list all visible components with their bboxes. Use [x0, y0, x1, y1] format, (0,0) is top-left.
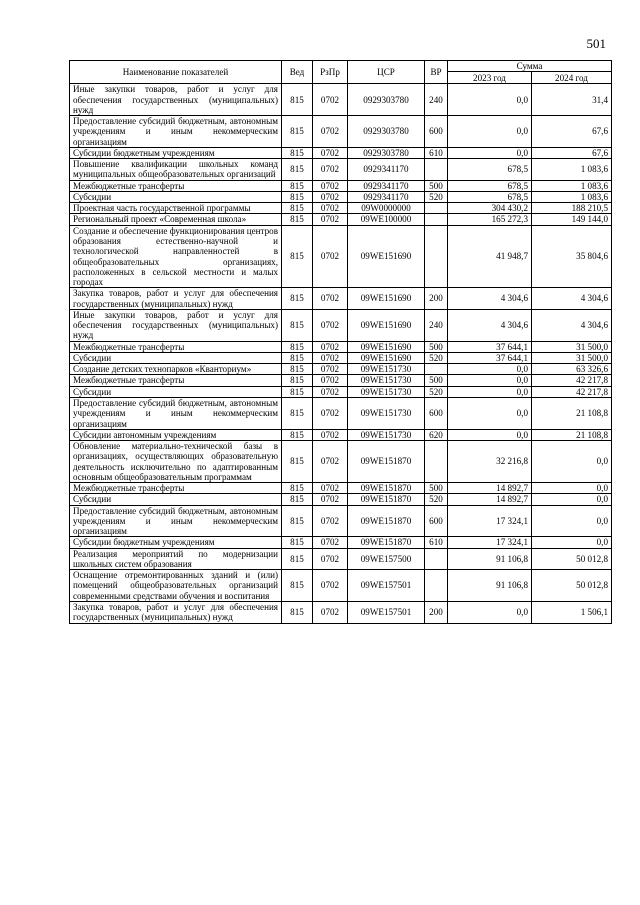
cell-rzpr: 0702	[313, 309, 348, 341]
cell-vr: 610	[425, 537, 448, 548]
cell-name: Субсидии	[70, 386, 282, 397]
cell-name: Обновление материально-технической базы в организациях, осуществляющих образовательную деятельность исключительно по адаптированным основным общеобразовательным программам	[70, 441, 282, 483]
cell-amount-2023: 32 216,8	[448, 441, 532, 483]
table-row	[70, 375, 612, 386]
cell-vr: 600	[425, 505, 448, 537]
cell-ved: 815	[282, 180, 313, 191]
cell-vr: 600	[425, 397, 448, 429]
cell-csr: 09WE151690	[348, 341, 425, 352]
table-row	[70, 537, 612, 548]
cell-vr: 610	[425, 147, 448, 158]
cell-name: Предоставление субсидий бюджетным, автономным учреждениям и иным некоммерческим организациям	[70, 116, 282, 148]
cell-amount-2023: 0,0	[448, 375, 532, 386]
cell-vr	[425, 364, 448, 375]
cell-ved: 815	[282, 602, 313, 624]
header-ved: Вед	[282, 61, 313, 84]
cell-vr	[425, 570, 448, 602]
table-row	[70, 203, 612, 214]
cell-csr: 09WE151690	[348, 309, 425, 341]
cell-ved: 815	[282, 225, 313, 288]
cell-vr: 600	[425, 116, 448, 148]
cell-rzpr: 0702	[313, 352, 348, 363]
cell-name: Субсидии	[70, 191, 282, 202]
table-row	[70, 191, 612, 202]
cell-name: Закупка товаров, работ и услуг для обеспечения государственных (муниципальных) нужд	[70, 602, 282, 624]
cell-vr: 620	[425, 429, 448, 440]
cell-amount-2023: 91 106,8	[448, 570, 532, 602]
cell-csr: 09W0000000	[348, 203, 425, 214]
cell-ved: 815	[282, 483, 313, 494]
cell-rzpr: 0702	[313, 225, 348, 288]
cell-amount-2024: 42 217,8	[532, 375, 612, 386]
table-row	[70, 309, 612, 341]
cell-csr: 09WE100000	[348, 214, 425, 225]
cell-name: Субсидии	[70, 494, 282, 505]
cell-csr: 09WE151690	[348, 288, 425, 310]
cell-rzpr: 0702	[313, 505, 348, 537]
cell-amount-2024: 1 083,6	[532, 180, 612, 191]
budget-table	[69, 60, 612, 624]
cell-name: Субсидии бюджетным учреждениям	[70, 537, 282, 548]
cell-name: Межбюджетные трансферты	[70, 180, 282, 191]
cell-ved: 815	[282, 386, 313, 397]
cell-rzpr: 0702	[313, 288, 348, 310]
cell-amount-2024: 188 210,5	[532, 203, 612, 214]
cell-csr: 09WE151870	[348, 537, 425, 548]
table-row	[70, 180, 612, 191]
cell-amount-2024: 63 326,6	[532, 364, 612, 375]
cell-amount-2023: 17 324,1	[448, 537, 532, 548]
cell-csr: 0929341170	[348, 191, 425, 202]
table-row	[70, 548, 612, 570]
cell-ved: 815	[282, 375, 313, 386]
cell-amount-2023: 0,0	[448, 84, 532, 116]
table-row	[70, 352, 612, 363]
cell-amount-2024: 0,0	[532, 494, 612, 505]
cell-amount-2024: 67,6	[532, 147, 612, 158]
cell-ved: 815	[282, 397, 313, 429]
cell-name: Межбюджетные трансферты	[70, 341, 282, 352]
cell-ved: 815	[282, 341, 313, 352]
cell-csr: 09WE157501	[348, 570, 425, 602]
cell-rzpr: 0702	[313, 159, 348, 181]
page-number: 501	[586, 36, 606, 51]
cell-amount-2024: 50 012,8	[532, 548, 612, 570]
cell-ved: 815	[282, 203, 313, 214]
header-rzpr: РзПр	[313, 61, 348, 84]
cell-rzpr: 0702	[313, 429, 348, 440]
cell-ved: 815	[282, 548, 313, 570]
cell-csr: 09WE151870	[348, 505, 425, 537]
cell-ved: 815	[282, 288, 313, 310]
table-row	[70, 429, 612, 440]
cell-vr	[425, 203, 448, 214]
cell-amount-2024: 0,0	[532, 537, 612, 548]
cell-rzpr: 0702	[313, 147, 348, 158]
cell-csr: 09WE157501	[348, 602, 425, 624]
cell-amount-2024: 1 083,6	[532, 191, 612, 202]
cell-amount-2024: 4 304,6	[532, 309, 612, 341]
cell-rzpr: 0702	[313, 364, 348, 375]
table-row	[70, 602, 612, 624]
cell-amount-2024: 1 506,1	[532, 602, 612, 624]
cell-name: Межбюджетные трансферты	[70, 375, 282, 386]
cell-csr: 09WE151730	[348, 429, 425, 440]
cell-vr: 200	[425, 288, 448, 310]
cell-amount-2023: 0,0	[448, 364, 532, 375]
cell-amount-2023: 4 304,6	[448, 288, 532, 310]
cell-vr: 500	[425, 483, 448, 494]
table-row	[70, 505, 612, 537]
cell-amount-2023: 0,0	[448, 386, 532, 397]
cell-name: Реализация мероприятий по модернизации школьных систем образования	[70, 548, 282, 570]
cell-csr: 09WE151730	[348, 375, 425, 386]
cell-amount-2024: 1 083,6	[532, 159, 612, 181]
cell-vr	[425, 225, 448, 288]
cell-amount-2024: 31 500,0	[532, 352, 612, 363]
cell-amount-2024: 0,0	[532, 505, 612, 537]
cell-csr: 09WE151870	[348, 441, 425, 483]
header-vr: ВР	[425, 61, 448, 84]
table-row	[70, 225, 612, 288]
header-year-2024: 2024 год	[532, 72, 612, 84]
cell-ved: 815	[282, 441, 313, 483]
cell-amount-2023: 165 272,3	[448, 214, 532, 225]
cell-amount-2023: 14 892,7	[448, 483, 532, 494]
cell-amount-2023: 678,5	[448, 159, 532, 181]
cell-amount-2024: 0,0	[532, 441, 612, 483]
cell-csr: 0929303780	[348, 147, 425, 158]
cell-name: Закупка товаров, работ и услуг для обеспечения государственных (муниципальных) нужд	[70, 288, 282, 310]
cell-rzpr: 0702	[313, 494, 348, 505]
cell-amount-2023: 0,0	[448, 147, 532, 158]
cell-amount-2024: 42 217,8	[532, 386, 612, 397]
cell-rzpr: 0702	[313, 116, 348, 148]
cell-rzpr: 0702	[313, 548, 348, 570]
cell-rzpr: 0702	[313, 180, 348, 191]
cell-ved: 815	[282, 191, 313, 202]
cell-csr: 09WE151730	[348, 397, 425, 429]
cell-csr: 0929303780	[348, 116, 425, 148]
cell-vr: 240	[425, 84, 448, 116]
cell-csr: 09WE151870	[348, 494, 425, 505]
cell-name: Иные закупки товаров, работ и услуг для обеспечения государственных (муниципальных) нужд	[70, 309, 282, 341]
table-row	[70, 441, 612, 483]
cell-rzpr: 0702	[313, 537, 348, 548]
cell-amount-2023: 4 304,6	[448, 309, 532, 341]
table-row	[70, 341, 612, 352]
cell-name: Повышение квалификации школьных команд муниципальных общеобразовательных организаций	[70, 159, 282, 181]
cell-vr	[425, 159, 448, 181]
table-row	[70, 159, 612, 181]
cell-rzpr: 0702	[313, 570, 348, 602]
cell-csr: 0929341170	[348, 180, 425, 191]
header-csr: ЦСР	[348, 61, 425, 84]
cell-amount-2023: 304 430,2	[448, 203, 532, 214]
cell-amount-2023: 14 892,7	[448, 494, 532, 505]
cell-rzpr: 0702	[313, 191, 348, 202]
cell-vr: 520	[425, 352, 448, 363]
cell-csr: 0929341170	[348, 159, 425, 181]
table-row	[70, 364, 612, 375]
cell-csr: 0929303780	[348, 84, 425, 116]
header-sum: Сумма	[448, 61, 612, 72]
cell-ved: 815	[282, 429, 313, 440]
cell-amount-2024: 50 012,8	[532, 570, 612, 602]
cell-rzpr: 0702	[313, 397, 348, 429]
cell-vr: 240	[425, 309, 448, 341]
header-year-2023: 2023 год	[448, 72, 532, 84]
cell-amount-2024: 4 304,6	[532, 288, 612, 310]
table-row	[70, 214, 612, 225]
cell-name: Субсидии автономным учреждениям	[70, 429, 282, 440]
cell-amount-2023: 91 106,8	[448, 548, 532, 570]
cell-name: Межбюджетные трансферты	[70, 483, 282, 494]
cell-vr: 500	[425, 341, 448, 352]
cell-amount-2023: 37 644,1	[448, 352, 532, 363]
table-row	[70, 386, 612, 397]
cell-name: Субсидии бюджетным учреждениям	[70, 147, 282, 158]
table-row	[70, 84, 612, 116]
cell-vr	[425, 214, 448, 225]
cell-ved: 815	[282, 147, 313, 158]
cell-rzpr: 0702	[313, 341, 348, 352]
cell-name: Субсидии	[70, 352, 282, 363]
cell-vr: 520	[425, 386, 448, 397]
cell-ved: 815	[282, 159, 313, 181]
cell-ved: 815	[282, 364, 313, 375]
cell-ved: 815	[282, 494, 313, 505]
cell-rzpr: 0702	[313, 375, 348, 386]
cell-rzpr: 0702	[313, 483, 348, 494]
table-row	[70, 397, 612, 429]
cell-amount-2024: 149 144,0	[532, 214, 612, 225]
cell-rzpr: 0702	[313, 441, 348, 483]
cell-amount-2023: 678,5	[448, 191, 532, 202]
table-row	[70, 494, 612, 505]
cell-ved: 815	[282, 505, 313, 537]
cell-name: Иные закупки товаров, работ и услуг для обеспечения государственных (муниципальных) нужд	[70, 84, 282, 116]
header-name: Наименование показателей	[70, 61, 282, 84]
cell-amount-2024: 31,4	[532, 84, 612, 116]
cell-name: Создание и обеспечение функционирования центров образования естественно-научной и технологической направленностей в общеобразовательных организациях, расположенных в сельской местности и малых городах	[70, 225, 282, 288]
cell-rzpr: 0702	[313, 214, 348, 225]
cell-ved: 815	[282, 84, 313, 116]
cell-vr	[425, 548, 448, 570]
cell-csr: 09WE157500	[348, 548, 425, 570]
cell-amount-2023: 678,5	[448, 180, 532, 191]
table-row	[70, 147, 612, 158]
table-row	[70, 570, 612, 602]
cell-name: Региональный проект «Современная школа»	[70, 214, 282, 225]
cell-csr: 09WE151690	[348, 352, 425, 363]
cell-vr: 500	[425, 180, 448, 191]
cell-csr: 09WE151690	[348, 225, 425, 288]
cell-name: Предоставление субсидий бюджетным, автономным учреждениям и иным некоммерческим организациям	[70, 505, 282, 537]
cell-amount-2023: 17 324,1	[448, 505, 532, 537]
cell-amount-2023: 37 644,1	[448, 341, 532, 352]
cell-name: Создание детских технопарков «Кванториум»	[70, 364, 282, 375]
table-row	[70, 288, 612, 310]
cell-vr: 520	[425, 191, 448, 202]
table-row	[70, 116, 612, 148]
cell-name: Проектная часть государственной программы	[70, 203, 282, 214]
cell-amount-2024: 35 804,6	[532, 225, 612, 288]
cell-rzpr: 0702	[313, 203, 348, 214]
cell-name: Оснащение отремонтированных зданий и (или) помещений общеобразовательных организаций современными средствами обучения и воспитания	[70, 570, 282, 602]
cell-rzpr: 0702	[313, 386, 348, 397]
cell-amount-2023: 0,0	[448, 397, 532, 429]
cell-ved: 815	[282, 309, 313, 341]
cell-amount-2024: 0,0	[532, 483, 612, 494]
cell-ved: 815	[282, 214, 313, 225]
table-row	[70, 483, 612, 494]
cell-amount-2023: 0,0	[448, 602, 532, 624]
cell-ved: 815	[282, 537, 313, 548]
cell-amount-2023: 41 948,7	[448, 225, 532, 288]
cell-vr: 500	[425, 375, 448, 386]
cell-rzpr: 0702	[313, 602, 348, 624]
cell-rzpr: 0702	[313, 84, 348, 116]
cell-csr: 09WE151870	[348, 483, 425, 494]
cell-amount-2024: 67,6	[532, 116, 612, 148]
cell-amount-2023: 0,0	[448, 116, 532, 148]
cell-ved: 815	[282, 570, 313, 602]
cell-csr: 09WE151730	[348, 386, 425, 397]
cell-vr: 200	[425, 602, 448, 624]
cell-csr: 09WE151730	[348, 364, 425, 375]
cell-name: Предоставление субсидий бюджетным, автономным учреждениям и иным некоммерческим организациям	[70, 397, 282, 429]
cell-amount-2024: 21 108,8	[532, 429, 612, 440]
cell-vr	[425, 441, 448, 483]
cell-amount-2024: 31 500,0	[532, 341, 612, 352]
cell-ved: 815	[282, 352, 313, 363]
cell-amount-2023: 0,0	[448, 429, 532, 440]
cell-vr: 520	[425, 494, 448, 505]
cell-ved: 815	[282, 116, 313, 148]
cell-amount-2024: 21 108,8	[532, 397, 612, 429]
